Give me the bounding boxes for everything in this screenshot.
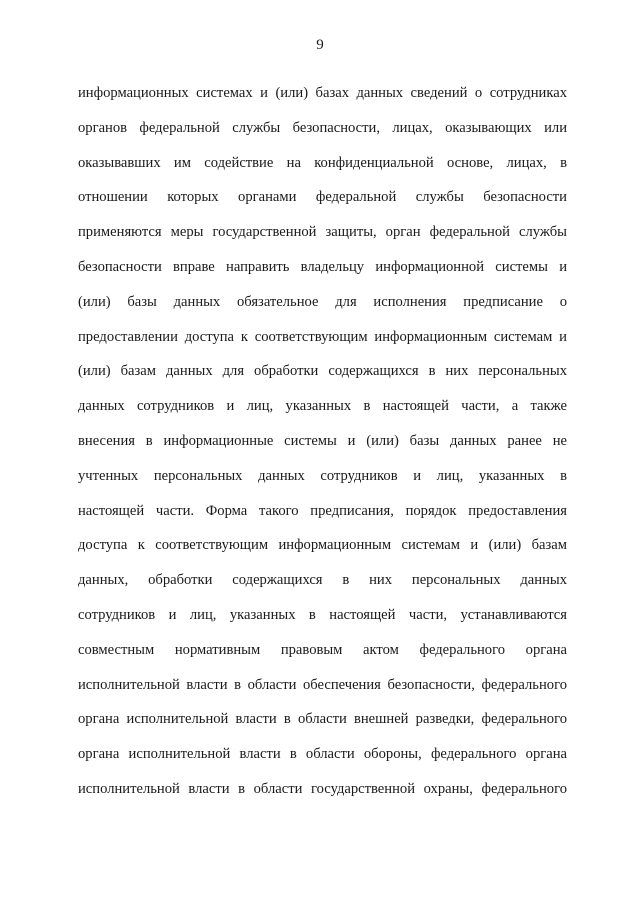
body-text bbox=[78, 76, 567, 807]
text-line: учтенных персональных данных сотрудников и лиц, указанных в bbox=[78, 467, 567, 484]
text-line: безопасности вправе направить владельцу информационной системы и bbox=[78, 258, 567, 275]
text-line: исполнительной власти в области государственной охраны, федерального bbox=[78, 780, 567, 797]
text-line: отношении которых органами федеральной службы безопасности bbox=[78, 189, 567, 206]
text-line: исполнительной власти в области обеспечения безопасности, федерального bbox=[78, 676, 567, 693]
text-line: органа исполнительной власти в области внешней разведки, федерального bbox=[78, 711, 567, 728]
text-line: доступа к соответствующим информационным системам и (или) базам bbox=[78, 537, 567, 554]
text-line: оказывавших им содействие на конфиденциальной основе, лицах, в bbox=[78, 154, 567, 171]
text-line: данных, обработки содержащихся в них персональных данных bbox=[78, 572, 567, 589]
text-line: информационных системах и (или) базах данных сведений о сотрудниках bbox=[78, 85, 567, 101]
text-line: применяются меры государственной защиты, орган федеральной службы bbox=[78, 224, 567, 241]
text-line: совместным нормативным правовым актом федерального органа bbox=[78, 641, 567, 658]
text-line: предоставлении доступа к соответствующим информационным системам и bbox=[78, 328, 567, 345]
text-line: (или) базам данных для обработки содержащихся в них персональных bbox=[78, 363, 567, 380]
text-line: внесения в информационные системы и (или) базы данных ранее не bbox=[78, 432, 567, 449]
text-line: сотрудников и лиц, указанных в настоящей части, устанавливаются bbox=[78, 606, 567, 623]
page-number: 9 bbox=[316, 37, 324, 53]
text-line: органа исполнительной власти в области обороны, федерального органа bbox=[78, 746, 567, 763]
text-line: органов федеральной службы безопасности, лицах, оказывающих или bbox=[78, 119, 567, 136]
text-line: данных сотрудников и лиц, указанных в настоящей части, а также bbox=[78, 398, 567, 415]
text-line: настоящей части. Форма такого предписания, порядок предоставления bbox=[78, 502, 567, 519]
text-line: (или) базы данных обязательное для исполнения предписание о bbox=[78, 293, 567, 310]
